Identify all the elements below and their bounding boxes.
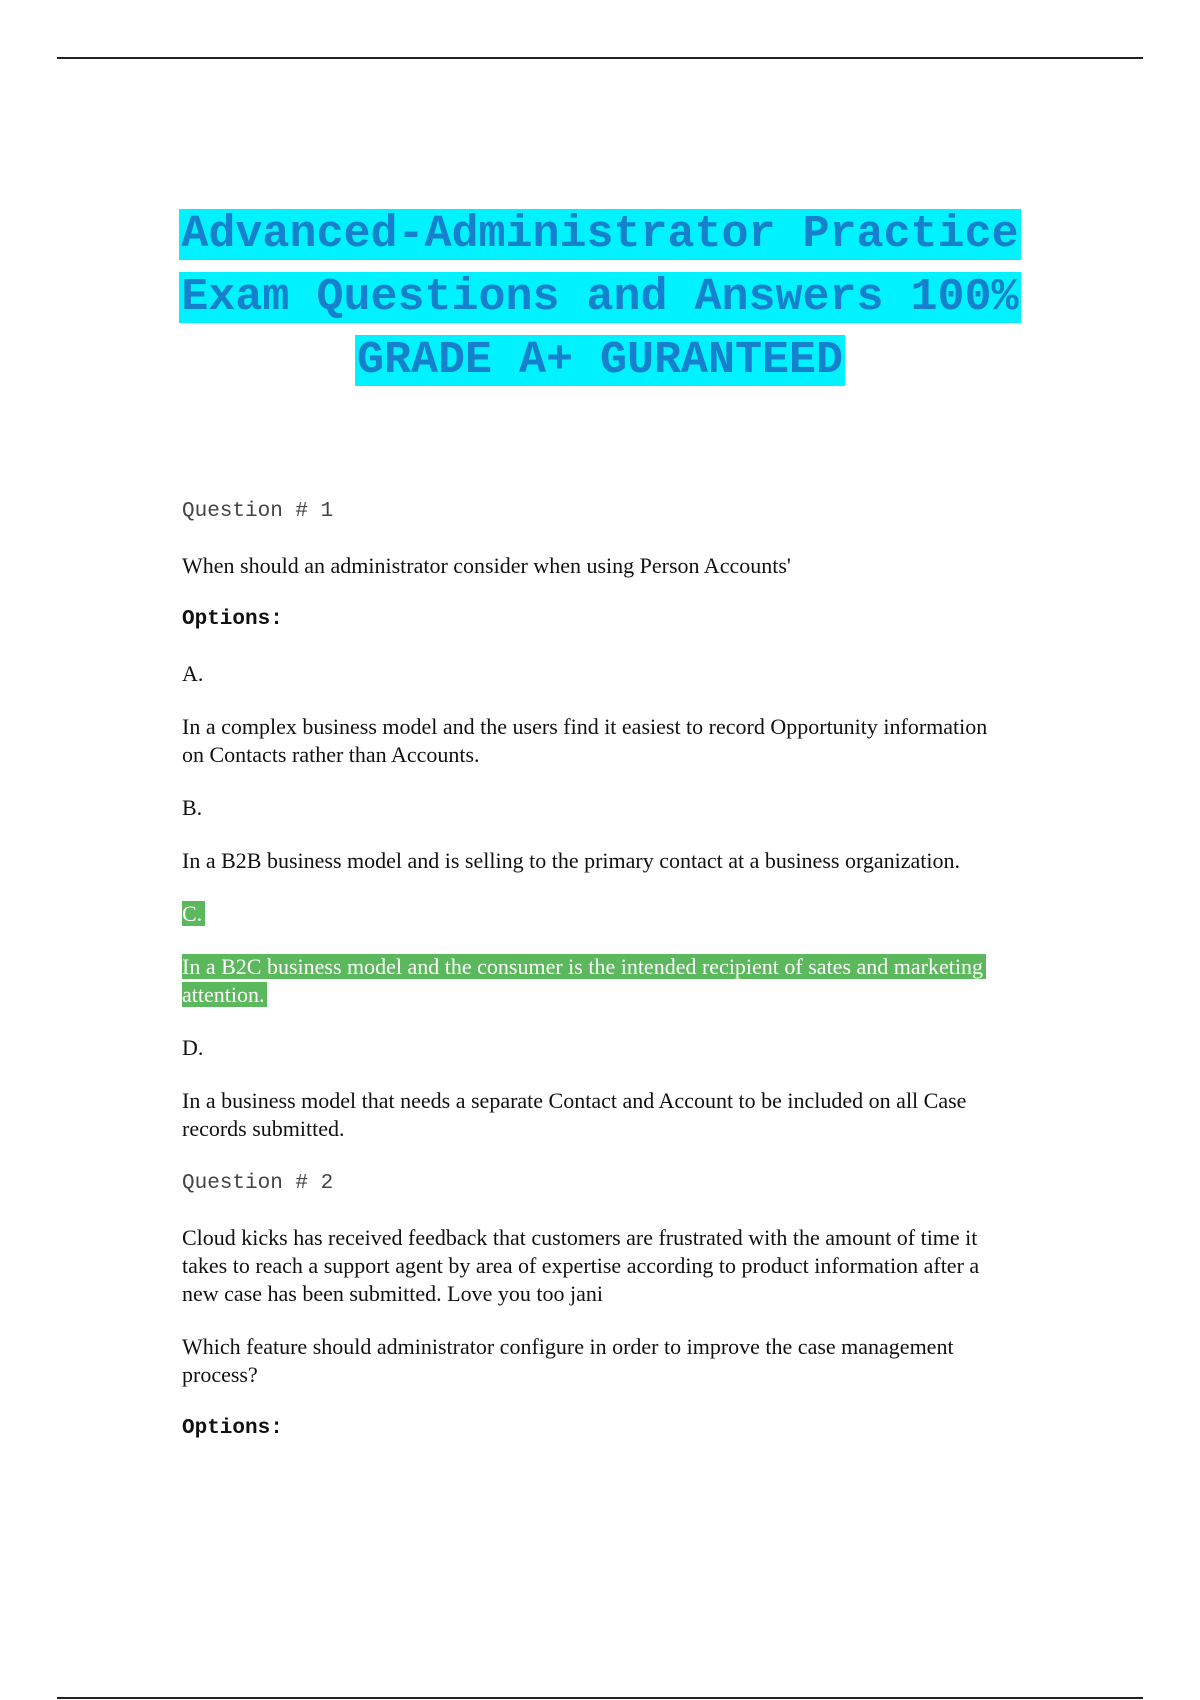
option-c-letter: C. — [182, 901, 205, 926]
top-rule — [57, 57, 1143, 59]
option-a-text: In a complex business model and the users find it easiest to record Opportunity information on Contacts rather than Accounts. — [182, 714, 988, 767]
question-2-prompt: Which feature should administrator configure in order to improve the case management process? — [182, 1334, 954, 1387]
option-c-text: In a B2C business model and the consumer is the intended recipient of sates and marketing attention. — [182, 954, 986, 1007]
question-2-label: Question # 2 — [182, 1172, 334, 1195]
question-1-text: When should an administrator consider when using Person Accounts' — [182, 553, 791, 578]
title-line-2: Exam Questions and Answers 100% — [181, 272, 1019, 323]
question-1-options-label: Options: — [182, 608, 283, 631]
option-c-text-row — [182, 953, 1012, 1009]
question-1-label: Question # 1 — [182, 500, 334, 523]
option-d-letter: D. — [182, 1035, 204, 1060]
document-body — [182, 496, 1012, 1445]
title-line-3: GRADE A+ GURANTEED — [356, 335, 844, 386]
option-b-text: In a B2B business model and is selling to the primary contact at a business organization. — [182, 848, 961, 873]
option-c-letter-row — [182, 900, 1012, 928]
bottom-rule — [57, 1697, 1143, 1699]
question-2-text: Cloud kicks has received feedback that customers are frustrated with the amount of time it takes to reach a support agent by area of expertise according to product information after a new case has been submitted. Love you too jani — [182, 1225, 980, 1306]
option-a-letter: A. — [182, 661, 204, 686]
option-b-letter: B. — [182, 795, 203, 820]
document-title — [0, 203, 1200, 392]
question-2-options-label: Options: — [182, 1417, 283, 1440]
title-line-1: Advanced-Administrator Practice — [181, 209, 1019, 260]
option-d-text: In a business model that needs a separate Contact and Account to be included on all Case records submitted. — [182, 1088, 967, 1141]
